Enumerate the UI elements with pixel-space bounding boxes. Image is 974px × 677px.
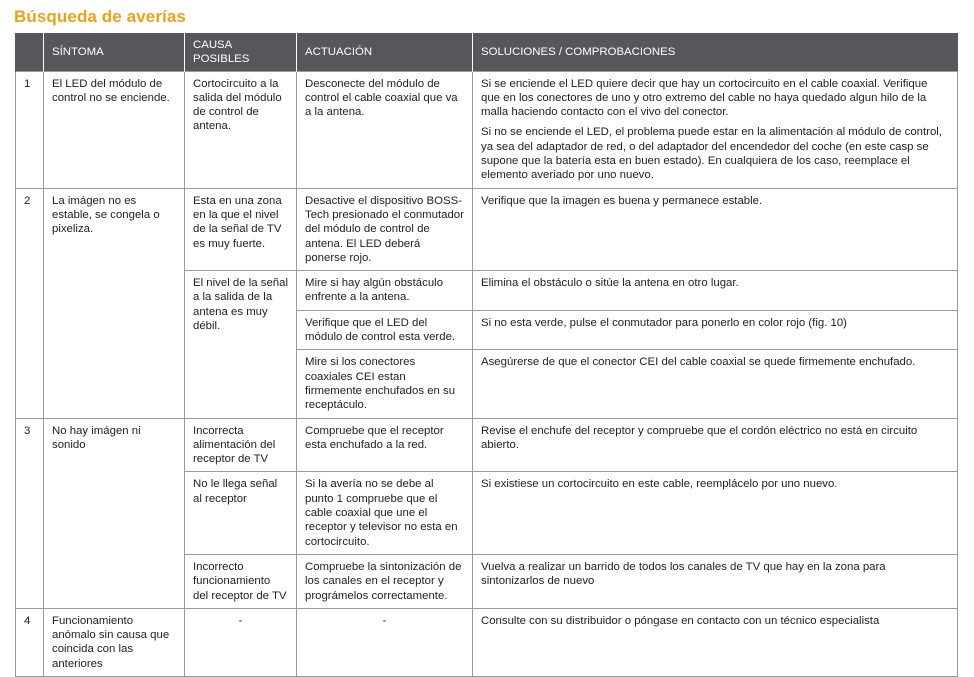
action-cell: Verifique que el LED del módulo de control esta verde. bbox=[297, 310, 473, 350]
action-cell: Compruebe que el receptor esta enchufado a la red. bbox=[297, 418, 473, 472]
row-number: 2 bbox=[16, 188, 44, 418]
cause-cell: El nivel de la señal a la salida de la antena es muy débil. bbox=[185, 271, 297, 418]
cause-cell: No le llega señal al receptor bbox=[185, 472, 297, 554]
solution-cell: Vuelva a realizar un barrido de todos los canales de TV que hay en la zona para sintonizarlos de nuevo bbox=[473, 554, 958, 608]
header-num bbox=[16, 33, 44, 71]
cause-cell: - bbox=[185, 608, 297, 676]
symptom-cell: No hay imágen ni sonido bbox=[44, 418, 185, 608]
table-row bbox=[16, 71, 958, 188]
solution-cell: Elimina el obstáculo o sitúe la antena en otro lugar. bbox=[473, 271, 958, 311]
header-actuacion: ACTUACIÓN bbox=[297, 33, 473, 71]
troubleshooting-table bbox=[15, 33, 958, 677]
solution-cell bbox=[473, 71, 958, 188]
header-sintoma: SÍNTOMA bbox=[44, 33, 185, 71]
action-cell: Si la avería no se debe al punto 1 compruebe que el cable coaxial que une el receptor y televisor no esta en cortocircuito. bbox=[297, 472, 473, 554]
solution-cell: Si existiese un cortocircuito en este cable, reemplácelo por uno nuevo. bbox=[473, 472, 958, 554]
action-cell: - bbox=[297, 608, 473, 676]
action-cell: Mire si los conectores coaxiales CEI estan firmemente enchufados en su receptáculo. bbox=[297, 350, 473, 418]
action-cell: Desconecte del módulo de control el cable coaxial que va a la antena. bbox=[297, 71, 473, 188]
solution-paragraph: Si se enciende el LED quiere decir que hay un cortocircuito en el cable coaxial. Verifique que en los conectores de uno y otro extremo del cable no haya quedado algun hilo de la malla haciendo contacto con el vivo del conector. bbox=[481, 77, 928, 119]
cause-cell: Esta en una zona en la que el nivel de la señal de TV es muy fuerte. bbox=[185, 188, 297, 270]
row-number: 3 bbox=[16, 418, 44, 608]
cause-cell: Cortocircuito a la salida del módulo de control de antena. bbox=[185, 71, 297, 188]
symptom-cell: El LED del módulo de control no se enciende. bbox=[44, 71, 185, 188]
row-number: 1 bbox=[16, 71, 44, 188]
cause-cell: Incorrecta alimentación del receptor de TV bbox=[185, 418, 297, 472]
solution-cell: Asegúrerse de que el conector CEI del cable coaxial se quede firmemente enchufado. bbox=[473, 350, 958, 418]
table-header bbox=[16, 33, 958, 71]
header-row bbox=[16, 33, 958, 71]
header-soluciones: SOLUCIONES / COMPROBACIONES bbox=[473, 33, 958, 71]
solution-cell: Revise el enchufe del receptor y compruebe que el cordón eléctrico no está en circuito abierto. bbox=[473, 418, 958, 472]
page-title: Búsqueda de averías bbox=[14, 7, 186, 26]
cause-cell: Incorrecto funcionamiento del receptor de TV bbox=[185, 554, 297, 608]
table-row bbox=[16, 188, 958, 270]
row-number: 4 bbox=[16, 608, 44, 676]
solution-cell: Consulte con su distribuidor o póngase en contacto con un técnico especialista bbox=[473, 608, 958, 676]
table-row bbox=[16, 608, 958, 676]
header-causa: CAUSA POSIBLES bbox=[185, 33, 297, 71]
action-cell: Mire si hay algún obstáculo enfrente a la antena. bbox=[297, 271, 473, 311]
solution-paragraph: Si no se enciende el LED, el problema puede estar en la alimentación al módulo de control, ya sea del adaptador de red, o del adaptador del encendedor del coche (en este casp se supone que la batería esta en buen estado). En cualquiera de los caso, reemplace el elemento averiado por uno nuevo. bbox=[481, 126, 942, 182]
solution-cell: Verifique que la imagen es buena y permanece estable. bbox=[473, 188, 958, 270]
symptom-cell: Funcionamiento anómalo sin causa que coincida con las anteriores bbox=[44, 608, 185, 676]
table-body bbox=[16, 71, 958, 676]
symptom-cell: La imágen no es estable, se congela o pixeliza. bbox=[44, 188, 185, 418]
solution-cell: Si no esta verde, pulse el conmutador para ponerlo en color rojo (fig. 10) bbox=[473, 310, 958, 350]
table-row bbox=[16, 418, 958, 472]
action-cell: Compruebe la sintonización de los canales en el receptor y prográmelos correctamente. bbox=[297, 554, 473, 608]
action-cell: Desactive el dispositivo BOSS-Tech presionado el conmutador del módulo de control de antena. El LED deberá ponerse rojo. bbox=[297, 188, 473, 270]
